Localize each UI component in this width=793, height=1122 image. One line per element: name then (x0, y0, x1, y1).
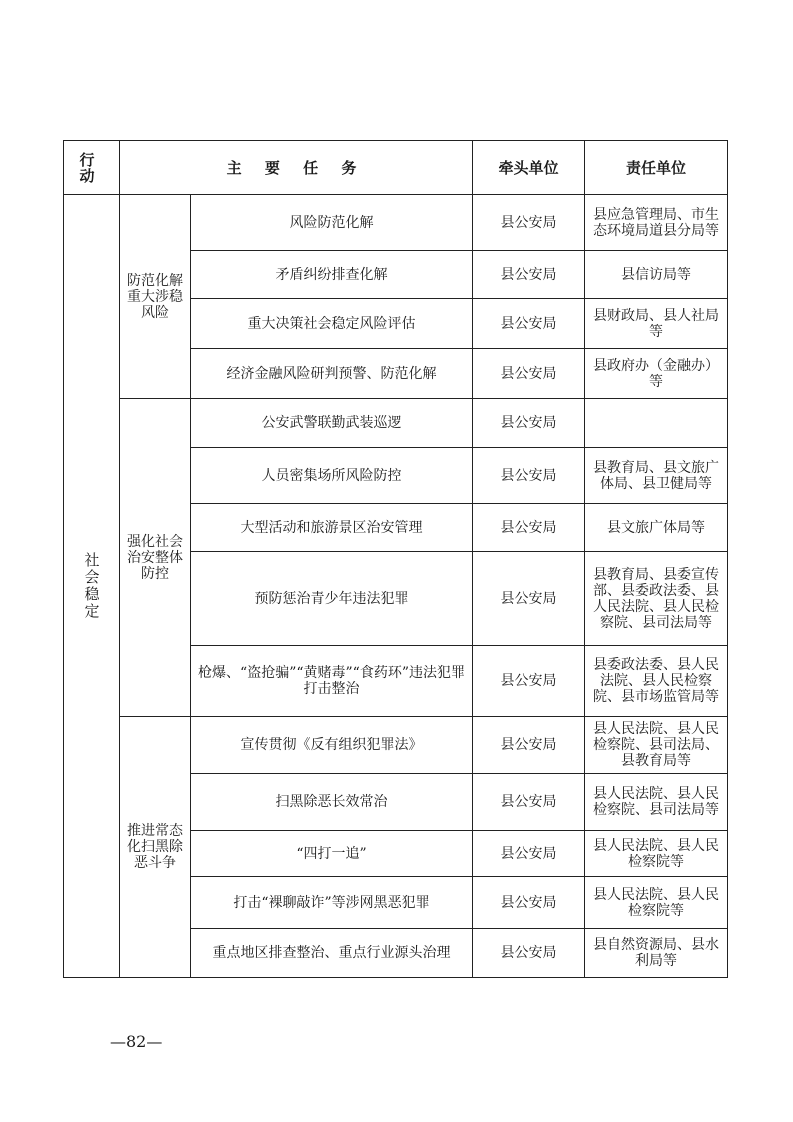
lead-unit-cell: 县公安局 (473, 877, 585, 929)
action-label: 社会稳定 (82, 552, 101, 620)
header-lead-unit: 牵头单位 (473, 141, 585, 195)
responsible-unit-cell: 县教育局、县文旅广体局、县卫健局等 (585, 448, 728, 504)
task-cell: 矛盾纠纷排查化解 (191, 251, 473, 299)
lead-unit-cell: 县公安局 (473, 774, 585, 831)
header-task: 主 要 任 务 (120, 141, 473, 195)
task-cell: “四打一追” (191, 831, 473, 877)
task-cell: 预防惩治青少年违法犯罪 (191, 552, 473, 646)
responsible-unit-cell: 县委政法委、县人民法院、县人民检察院、县市场监管局等 (585, 646, 728, 717)
header-responsible-unit: 责任单位 (585, 141, 728, 195)
responsible-unit-cell: 县文旅广体局等 (585, 504, 728, 552)
table-row (64, 717, 728, 774)
lead-unit-cell: 县公安局 (473, 717, 585, 774)
page-number: —82— (110, 1032, 163, 1051)
task-cell: 重点地区排查整治、重点行业源头治理 (191, 929, 473, 978)
lead-unit-cell: 县公安局 (473, 646, 585, 717)
lead-unit-cell: 县公安局 (473, 299, 585, 349)
responsible-unit-cell: 县应急管理局、市生态环境局道县分局等 (585, 195, 728, 251)
task-cell: 公安武警联勤武装巡逻 (191, 399, 473, 448)
responsible-unit-cell: 县政府办（金融办）等 (585, 349, 728, 399)
task-table (63, 140, 728, 978)
responsible-unit-cell: 县人民法院、县人民检察院等 (585, 877, 728, 929)
group-label: 防范化解重大涉稳风险 (120, 195, 191, 399)
table-row (64, 399, 728, 448)
action-cell (64, 195, 120, 978)
task-cell: 宣传贯彻《反有组织犯罪法》 (191, 717, 473, 774)
task-cell: 枪爆、“盗抢骗”“黄赌毒”“食药环”违法犯罪打击整治 (191, 646, 473, 717)
lead-unit-cell: 县公安局 (473, 552, 585, 646)
table-header-row (64, 141, 728, 195)
responsible-unit-cell: 县信访局等 (585, 251, 728, 299)
lead-unit-cell: 县公安局 (473, 349, 585, 399)
responsible-unit-cell (585, 399, 728, 448)
responsible-unit-cell: 县自然资源局、县水利局等 (585, 929, 728, 978)
responsible-unit-cell: 县财政局、县人社局等 (585, 299, 728, 349)
task-cell: 人员密集场所风险防控 (191, 448, 473, 504)
lead-unit-cell: 县公安局 (473, 195, 585, 251)
responsible-unit-cell: 县人民法院、县人民检察院、县司法局、县教育局等 (585, 717, 728, 774)
responsible-unit-cell: 县教育局、县委宣传部、县委政法委、县人民法院、县人民检察院、县司法局等 (585, 552, 728, 646)
responsible-unit-cell: 县人民法院、县人民检察院、县司法局等 (585, 774, 728, 831)
header-action: 行 动 (64, 141, 120, 195)
table-row (64, 195, 728, 251)
task-cell: 经济金融风险研判预警、防范化解 (191, 349, 473, 399)
task-cell: 大型活动和旅游景区治安管理 (191, 504, 473, 552)
lead-unit-cell: 县公安局 (473, 448, 585, 504)
group-label: 强化社会治安整体防控 (120, 399, 191, 717)
lead-unit-cell: 县公安局 (473, 929, 585, 978)
group-label: 推进常态化扫黑除恶斗争 (120, 717, 191, 978)
task-cell: 风险防范化解 (191, 195, 473, 251)
task-cell: 重大决策社会稳定风险评估 (191, 299, 473, 349)
task-cell: 扫黑除恶长效常治 (191, 774, 473, 831)
lead-unit-cell: 县公安局 (473, 399, 585, 448)
lead-unit-cell: 县公安局 (473, 831, 585, 877)
lead-unit-cell: 县公安局 (473, 504, 585, 552)
lead-unit-cell: 县公安局 (473, 251, 585, 299)
task-cell: 打击“裸聊敲诈”等涉网黑恶犯罪 (191, 877, 473, 929)
responsible-unit-cell: 县人民法院、县人民检察院等 (585, 831, 728, 877)
